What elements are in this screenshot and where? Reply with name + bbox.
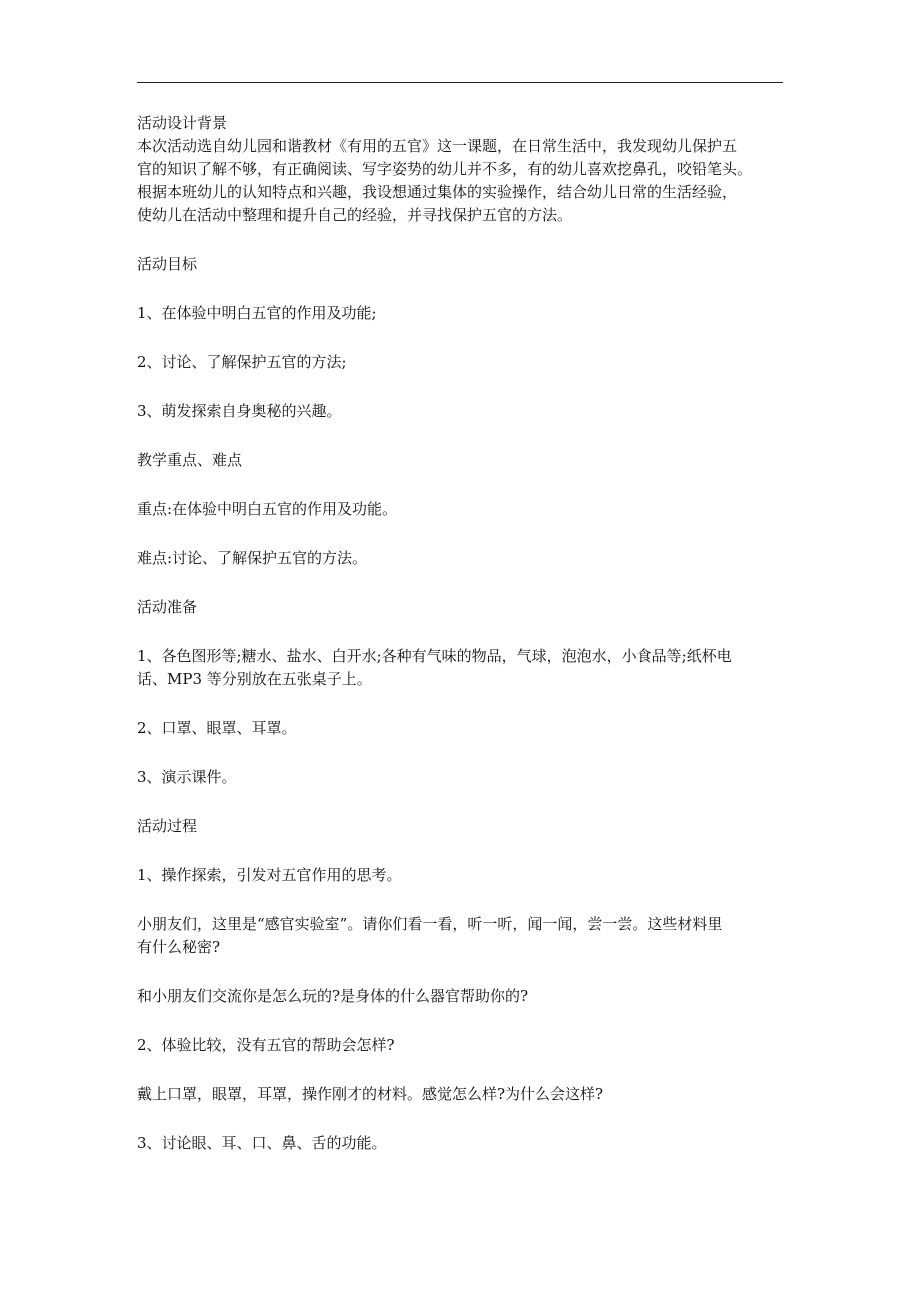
section-heading-goals: 活动目标 [137, 255, 198, 273]
process-step-2-text: 戴上口罩，眼罩，耳罩，操作刚才的材料。感觉怎么样?为什么会这样? [137, 1085, 604, 1103]
section-heading-process: 活动过程 [137, 817, 198, 835]
process-step-3: 3、讨论眼、耳、口、鼻、舌的功能。 [137, 1134, 387, 1152]
goal-item-3: 3、萌发探索自身奥秘的兴趣。 [137, 402, 342, 420]
background-line-3: 根据本班幼儿的认知特点和兴趣，我设想通过集体的实验操作，结合幼儿日常的生活经验， [137, 183, 738, 201]
background-line-2: 官的知识了解不够，有正确阅读、写字姿势的幼儿并不多，有的幼儿喜欢挖鼻孔，咬铅笔头。 [137, 160, 753, 178]
document-body [137, 112, 789, 1155]
process-step-1-question: 和小朋友们交流你是怎么玩的?是身体的什么器官帮助你的? [137, 987, 529, 1005]
process-step-1: 1、操作探索，引发对五官作用的思考。 [137, 866, 402, 884]
process-step-1-text-line-2: 有什么秘密? [137, 938, 221, 956]
section-heading-background: 活动设计背景 [137, 114, 228, 132]
process-step-1-text-line-1: 小朋友们，这里是“感官实验室”。请你们看一看，听一听，闻一闻，尝一尝。这些材料里 [137, 915, 723, 933]
goal-item-2: 2、讨论、了解保护五官的方法; [137, 353, 347, 371]
background-line-1: 本次活动选自幼儿园和谐教材《有用的五官》这一课题，在日常生活中，我发现幼儿保护五 [137, 137, 738, 155]
prep-item-1-line-1: 1、各色图形等;糖水、盐水、白开水;各种有气味的物品，气球，泡泡水，小食品等;纸杯电 [137, 647, 732, 665]
background-line-4: 使幼儿在活动中整理和提升自己的经验，并寻找保护五官的方法。 [137, 206, 573, 224]
process-step-2: 2、体验比较，没有五官的帮助会怎样? [137, 1036, 395, 1054]
prep-item-1-line-2: 话、MP3 等分别放在五张桌子上。 [137, 670, 372, 688]
section-heading-key-points: 教学重点、难点 [137, 451, 243, 469]
section-heading-preparation: 活动准备 [137, 598, 198, 616]
prep-item-3: 3、演示课件。 [137, 768, 237, 786]
prep-item-2: 2、口罩、眼罩、耳罩。 [137, 719, 297, 737]
difficult-point: 难点:讨论、了解保护五官的方法。 [137, 549, 368, 567]
key-point: 重点:在体验中明白五官的作用及功能。 [137, 500, 398, 518]
goal-item-1: 1、在体验中明白五官的作用及功能; [137, 304, 377, 322]
header-rule [137, 82, 783, 83]
